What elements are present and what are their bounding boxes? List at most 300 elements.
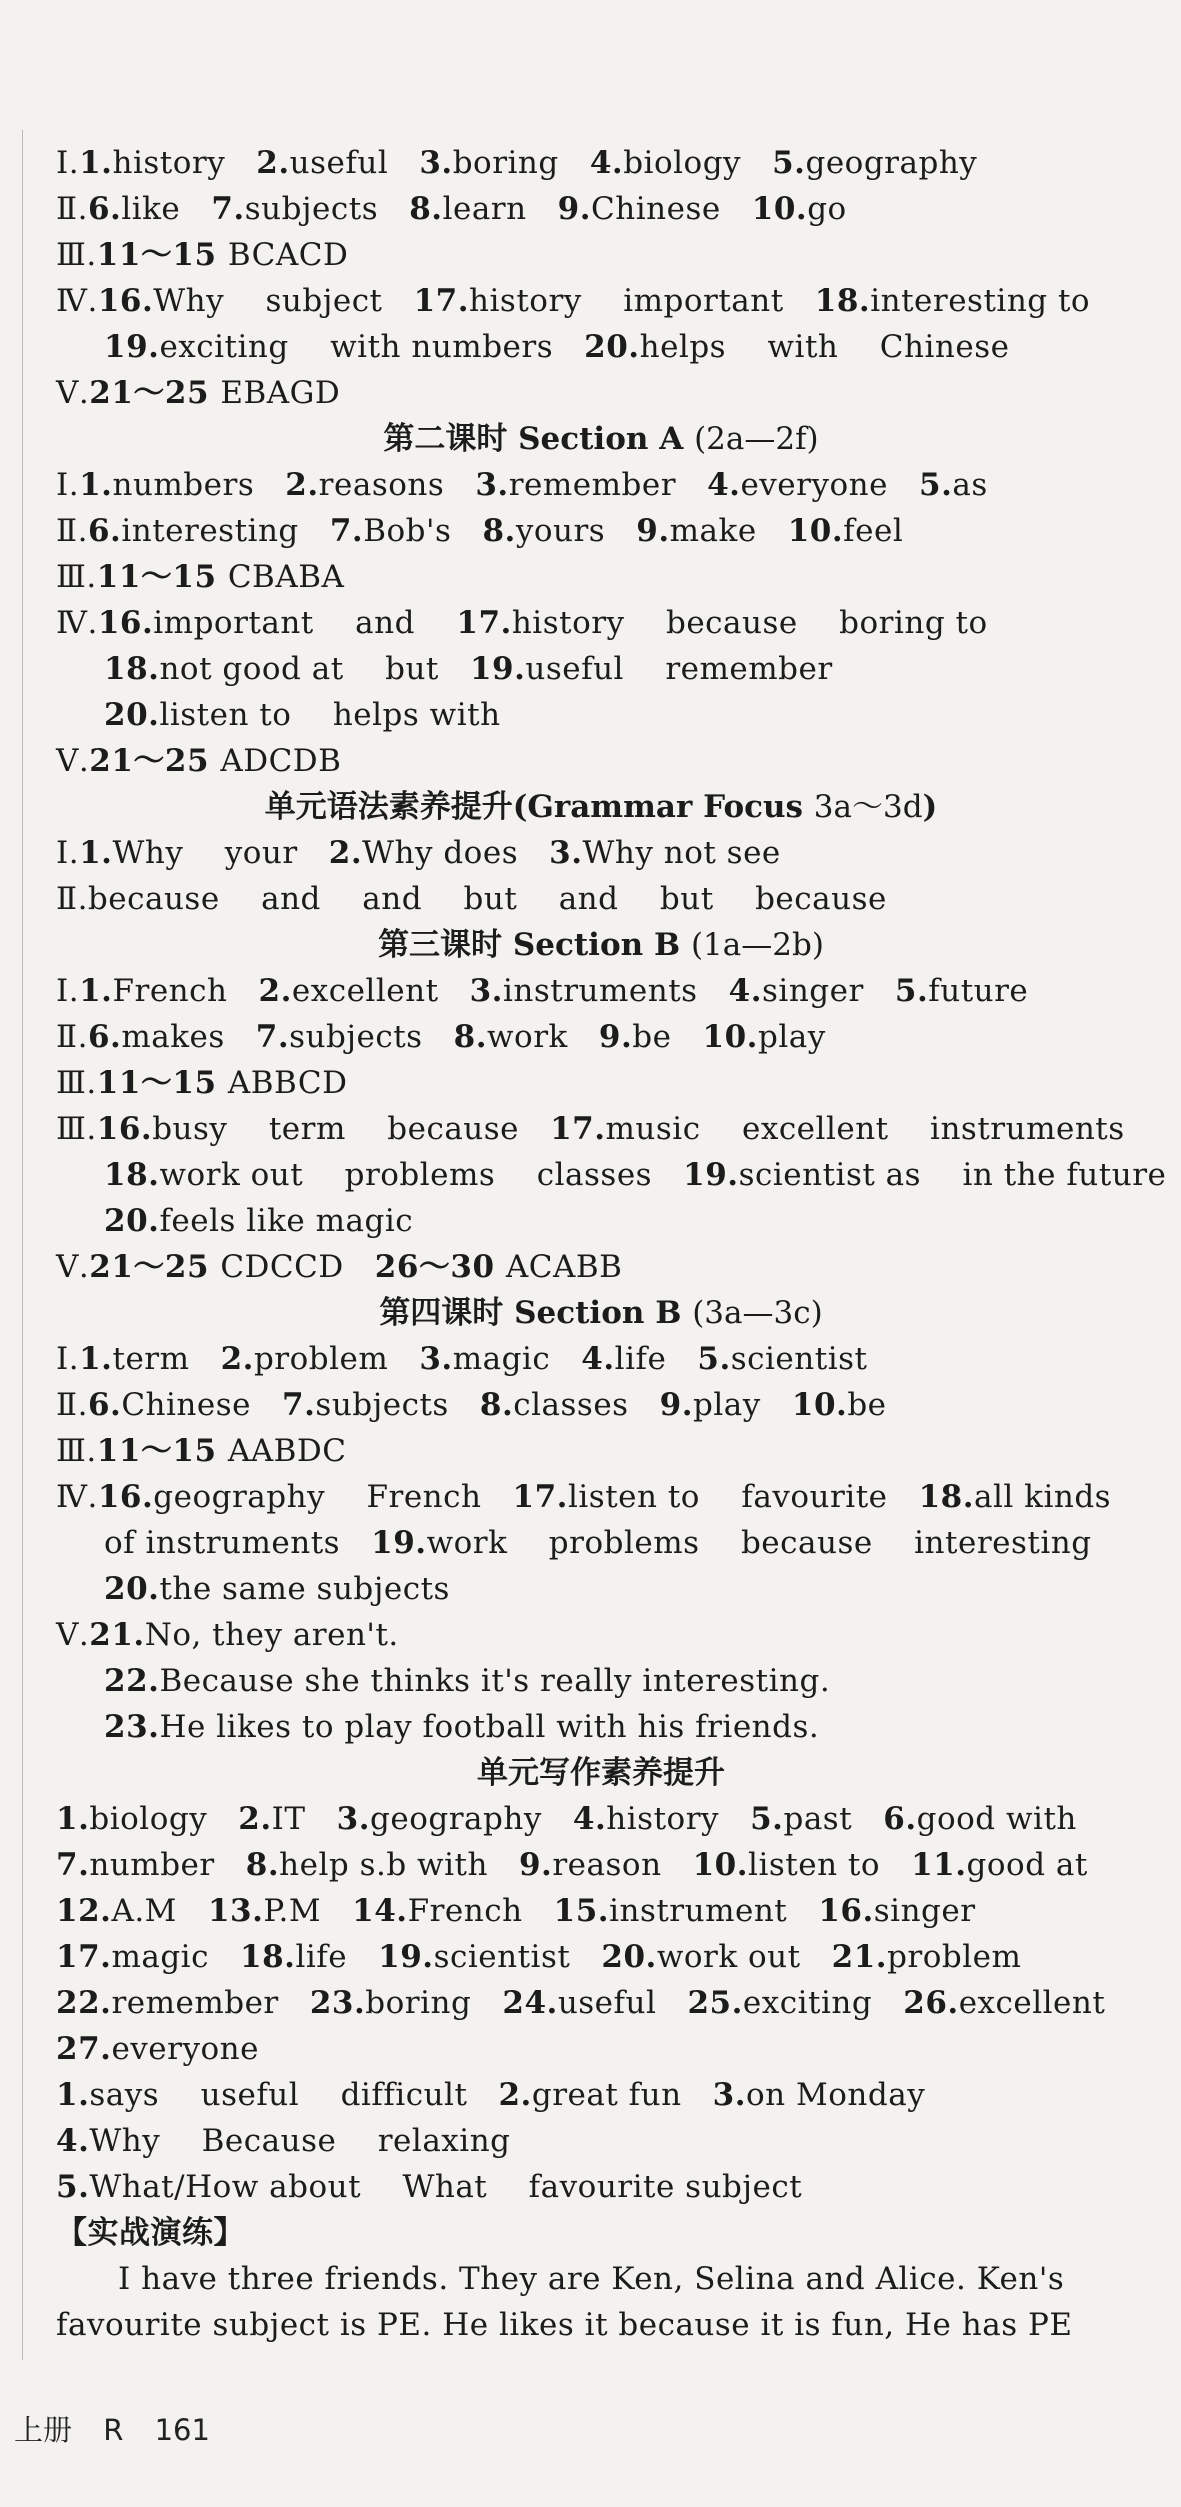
heading-range: (1a—2b)	[690, 927, 824, 963]
answer-text: magic	[452, 1341, 582, 1377]
page-number: 161	[154, 2413, 210, 2447]
question-number: 16.	[818, 1893, 874, 1929]
answer-line	[56, 508, 1146, 554]
question-number: 18.	[104, 651, 160, 687]
answer-line	[56, 1520, 1146, 1566]
heading-en: Section B	[514, 1295, 693, 1331]
question-number: 6.	[883, 1801, 917, 1837]
answer-text: Ⅰ.	[56, 145, 80, 181]
question-number: 2.	[220, 1341, 254, 1377]
answer-text: Ⅳ.	[56, 283, 98, 319]
question-number: 16.	[96, 1111, 153, 1147]
answer-text: Why your	[112, 835, 329, 871]
question-number: 2.	[238, 1801, 272, 1837]
answer-text: reason	[552, 1847, 693, 1883]
answer-line	[56, 2026, 1146, 2072]
question-number: 19.	[683, 1157, 739, 1193]
question-number: 8.	[245, 1847, 280, 1883]
question-number: 17.	[512, 1479, 568, 1515]
question-number: 7.	[255, 1019, 290, 1055]
question-number: 17.	[456, 605, 512, 641]
question-number: 9.	[659, 1387, 694, 1423]
question-number: 16.	[97, 605, 154, 641]
answer-text: A.M	[111, 1893, 208, 1929]
answer-text: music excellent instruments	[605, 1111, 1125, 1147]
question-number: 10.	[692, 1847, 749, 1883]
answer-line	[56, 1704, 1146, 1750]
question-number: 4.	[581, 1341, 615, 1377]
question-number: 5.	[56, 2169, 90, 2205]
answer-text: Ⅳ.	[56, 1479, 98, 1515]
answer-line	[56, 2210, 1146, 2256]
answer-text: I have three friends. They are Ken, Selina and Alice. Ken's	[118, 2261, 1065, 2297]
question-number: 17.	[413, 283, 470, 319]
answer-text: interesting to	[870, 283, 1091, 319]
answer-line	[56, 692, 1146, 738]
answer-text: subjects	[289, 1019, 454, 1055]
question-number: 1.	[79, 835, 113, 871]
answer-text: everyone	[111, 2031, 259, 2067]
question-number: 3.	[419, 145, 453, 181]
question-number: 19.	[378, 1939, 434, 1975]
answer-text: problem	[887, 1939, 1022, 1975]
answer-text: Ⅰ.	[56, 835, 80, 871]
answer-text: the same subjects	[159, 1571, 450, 1607]
answer-text: number	[89, 1847, 246, 1883]
answer-text: useful	[557, 1985, 688, 2021]
heading-range: (2a—2f)	[694, 421, 819, 457]
answer-line	[56, 1796, 1146, 1842]
question-number: 19.	[469, 651, 526, 687]
question-number: 6.	[87, 513, 122, 549]
answer-text: subjects	[315, 1387, 480, 1423]
answer-line	[56, 1428, 1146, 1474]
question-number: 20.	[104, 697, 160, 733]
answer-text: Why does	[362, 835, 550, 871]
answer-text: problem	[253, 1341, 420, 1377]
answer-text: feel	[843, 513, 904, 549]
answer-text: feels like magic	[159, 1203, 414, 1239]
question-number: 14.	[352, 1893, 408, 1929]
section-heading	[56, 922, 1146, 968]
question-number: 2.	[498, 2077, 532, 2113]
question-number: 23.	[104, 1709, 160, 1745]
answer-text: work	[487, 1019, 599, 1055]
answer-text: AABDC	[227, 1433, 347, 1469]
essay-line	[56, 2256, 1146, 2302]
answer-text: Chinese	[121, 1387, 283, 1423]
answer-text: says useful difficult	[89, 2077, 499, 2113]
answer-text: history important	[469, 283, 815, 319]
question-number: 26.	[903, 1985, 959, 2021]
question-number: 24.	[502, 1985, 558, 2021]
answer-text: work problems because interesting	[426, 1525, 1092, 1561]
answer-text: classes	[513, 1387, 660, 1423]
answer-text: like	[121, 191, 212, 227]
question-number: 21.	[831, 1939, 888, 1975]
question-number: 21.	[89, 1617, 145, 1653]
question-number: 7.	[56, 1847, 90, 1883]
question-number: 1.	[79, 145, 113, 181]
heading-zh: 第二课时	[383, 421, 519, 457]
answer-line	[56, 278, 1146, 324]
answer-text: be	[632, 1019, 703, 1055]
question-number: 21～25	[89, 743, 221, 779]
answer-text: BCACD	[227, 237, 349, 273]
answer-text: EBAGD	[220, 375, 341, 411]
question-number: 7.	[329, 513, 364, 549]
question-number: 4.	[707, 467, 741, 503]
answer-text: play	[693, 1387, 792, 1423]
answer-text: singer	[762, 973, 895, 1009]
volume-label: 上册	[14, 2413, 73, 2447]
answer-line	[56, 968, 1146, 1014]
question-number: 17.	[550, 1111, 606, 1147]
question-number: 18.	[918, 1479, 974, 1515]
answer-line	[56, 370, 1146, 416]
question-number: 3.	[336, 1801, 371, 1837]
practice-title: 【实战演练】	[56, 2215, 245, 2251]
heading-en: (Grammar Focus	[512, 789, 814, 825]
answer-text: subjects	[244, 191, 410, 227]
answer-text: past	[783, 1801, 884, 1837]
answer-text: play	[757, 1019, 826, 1055]
answer-line	[56, 1842, 1146, 1888]
answer-text: excellent	[291, 973, 470, 1009]
answer-text: CDCCD	[220, 1249, 375, 1285]
answer-text: instruments	[502, 973, 729, 1009]
answer-text: ADCDB	[220, 743, 342, 779]
answer-text: as	[952, 467, 988, 503]
question-number: 3.	[469, 973, 503, 1009]
answer-text: Ⅱ.	[56, 1019, 88, 1055]
question-number: 4.	[589, 145, 624, 181]
answer-line	[56, 1060, 1146, 1106]
answer-text: useful	[289, 145, 420, 181]
question-number: 8.	[479, 1387, 514, 1423]
question-number: 3.	[712, 2077, 747, 2113]
heading-zh: 第三课时	[378, 927, 513, 963]
answer-text: exciting	[742, 1985, 904, 2021]
question-number: 2.	[328, 835, 363, 871]
answer-text: boring	[365, 1985, 503, 2021]
answer-line	[56, 1474, 1146, 1520]
answer-text: Why not see	[582, 835, 781, 871]
question-number: 25.	[687, 1985, 743, 2021]
answer-text: on Monday	[746, 2077, 926, 2113]
answer-text: of instruments	[104, 1525, 372, 1561]
answer-line	[56, 232, 1146, 278]
answer-text: Bob's	[363, 513, 483, 549]
answer-text: geography French	[153, 1479, 513, 1515]
question-number: 8.	[409, 191, 443, 227]
question-number: 20.	[104, 1203, 160, 1239]
heading-zh: 单元写作素养提升	[477, 1755, 725, 1791]
question-number: 22.	[104, 1663, 160, 1699]
question-number: 9.	[598, 1019, 633, 1055]
question-number: 27.	[56, 2031, 112, 2067]
answer-text: Ⅰ.	[56, 1341, 80, 1377]
question-number: 11～15	[96, 1065, 228, 1101]
question-number: 20.	[104, 1571, 160, 1607]
question-number: 21～25	[89, 375, 221, 411]
answer-line	[56, 2164, 1146, 2210]
question-number: 10.	[787, 513, 844, 549]
answer-line	[56, 1980, 1146, 2026]
answer-text: Ⅱ.	[56, 191, 88, 227]
answer-text: listen to helps with	[159, 697, 501, 733]
answer-line	[56, 554, 1146, 600]
answer-text: scientist as in the future	[738, 1157, 1167, 1193]
question-number: 18.	[104, 1157, 160, 1193]
answer-text: geography	[805, 145, 978, 181]
question-number: 13.	[207, 1893, 264, 1929]
heading-zh: 单元语法素养提升	[264, 789, 513, 825]
answer-text: Why Because relaxing	[89, 2123, 511, 2159]
question-number: 5.	[894, 973, 929, 1009]
answer-text: interesting	[121, 513, 330, 549]
answer-text: scientist	[730, 1341, 868, 1377]
answer-text: magic	[111, 1939, 240, 1975]
answer-line	[56, 1336, 1146, 1382]
answer-line	[56, 738, 1146, 784]
answer-text: exciting with numbers	[159, 329, 585, 365]
answer-text: excellent	[958, 1985, 1106, 2021]
answer-text: great fun	[531, 2077, 713, 2113]
question-number: 5.	[919, 467, 953, 503]
answer-text: instrument	[609, 1893, 819, 1929]
answer-line	[56, 646, 1146, 692]
answer-text: listen to	[748, 1847, 912, 1883]
answer-text: go	[807, 191, 847, 227]
question-number: 3.	[475, 467, 509, 503]
answer-line	[56, 1382, 1146, 1428]
question-number: 12.	[56, 1893, 112, 1929]
section-heading	[56, 784, 1146, 830]
answer-line	[56, 1888, 1146, 1934]
answer-text: geography	[370, 1801, 573, 1837]
question-number: 9.	[557, 191, 592, 227]
question-number: 17.	[56, 1939, 112, 1975]
question-number: 11～15	[96, 559, 228, 595]
answer-text: IT	[271, 1801, 337, 1837]
answer-line	[56, 1612, 1146, 1658]
answer-text: Why subject	[153, 283, 414, 319]
answer-line	[56, 324, 1146, 370]
answer-text: be	[847, 1387, 887, 1423]
answer-line	[56, 1934, 1146, 1980]
question-number: 6.	[87, 191, 122, 227]
answer-text: not good at but	[159, 651, 470, 687]
section-heading	[56, 1290, 1146, 1336]
answer-text: Ⅴ.	[56, 375, 90, 411]
question-number: 11～15	[96, 1433, 228, 1469]
question-number: 1.	[79, 973, 113, 1009]
answer-text: numbers	[112, 467, 286, 503]
question-number: 10.	[702, 1019, 758, 1055]
answer-text: Ⅲ.	[56, 559, 97, 595]
answer-text: yours	[515, 513, 637, 549]
answer-text: Ⅰ.	[56, 467, 80, 503]
answer-text: useful remember	[525, 651, 833, 687]
answer-text: Ⅴ.	[56, 743, 90, 779]
question-number: 9.	[518, 1847, 553, 1883]
question-number: 26～30	[374, 1249, 506, 1285]
answer-text: everyone	[740, 467, 920, 503]
heading-en: Section B	[512, 927, 691, 963]
answer-text: work out	[656, 1939, 832, 1975]
answer-text: Ⅰ.	[56, 973, 80, 1009]
answer-text: reasons	[318, 467, 476, 503]
answer-line	[56, 1014, 1146, 1060]
answer-text: boring	[452, 145, 590, 181]
answer-text: work out problems classes	[159, 1157, 684, 1193]
question-number: 4.	[728, 973, 763, 1009]
heading-en: )	[922, 789, 938, 825]
answer-text: helps with Chinese	[639, 329, 1010, 365]
question-number: 2.	[285, 467, 319, 503]
heading-range: 3a～3d	[813, 789, 923, 825]
question-number: 9.	[636, 513, 670, 549]
answer-text: life	[614, 1341, 698, 1377]
answer-text: Ⅲ.	[56, 1065, 97, 1101]
question-number: 3.	[549, 835, 583, 871]
answer-text: history	[606, 1801, 751, 1837]
answer-line	[56, 2072, 1146, 2118]
section-heading	[56, 416, 1146, 462]
answer-text: scientist	[433, 1939, 602, 1975]
answer-text: What/How about What favourite subject	[89, 2169, 803, 2205]
answer-line	[56, 1658, 1146, 1704]
question-number: 6.	[87, 1019, 122, 1055]
question-number: 16.	[97, 283, 154, 319]
question-number: 5.	[772, 145, 806, 181]
answer-text: help s.b with	[279, 1847, 519, 1883]
heading-range: (3a—3c)	[692, 1295, 823, 1331]
question-number: 21～25	[89, 1249, 221, 1285]
edition-label: R	[103, 2413, 124, 2447]
answer-line	[56, 2118, 1146, 2164]
answer-text: good at	[966, 1847, 1088, 1883]
question-number: 4.	[56, 2123, 90, 2159]
question-number: 5.	[750, 1801, 784, 1837]
answer-line	[56, 1198, 1146, 1244]
question-number: 11.	[911, 1847, 967, 1883]
answer-text: makes	[121, 1019, 256, 1055]
answer-text: French	[112, 973, 259, 1009]
answer-text: important and	[153, 605, 457, 641]
question-number: 1.	[56, 2077, 90, 2113]
answer-text: favourite subject is PE. He likes it because it is fun, He has PE	[56, 2307, 1073, 2343]
answer-line	[56, 186, 1146, 232]
answer-line	[56, 876, 1146, 922]
answer-text: biology	[89, 1801, 239, 1837]
answer-text: learn	[442, 191, 558, 227]
answer-text: Ⅲ.	[56, 237, 97, 273]
answer-text: good with	[916, 1801, 1077, 1837]
answer-text: Chinese	[591, 191, 752, 227]
question-number: 4.	[572, 1801, 607, 1837]
question-number: 19.	[371, 1525, 427, 1561]
answer-text: Ⅲ.	[56, 1111, 97, 1147]
question-number: 10.	[751, 191, 808, 227]
answer-text: make	[669, 513, 788, 549]
answer-line	[56, 462, 1146, 508]
question-number: 2.	[256, 145, 290, 181]
heading-zh: 第四课时	[379, 1295, 515, 1331]
answer-line	[56, 1152, 1167, 1198]
page-footer	[14, 2408, 232, 2449]
answer-text: listen to favourite	[567, 1479, 919, 1515]
section-heading	[56, 1750, 1146, 1796]
answer-text: Ⅱ.	[56, 513, 88, 549]
question-number: 8.	[482, 513, 516, 549]
question-number: 20.	[601, 1939, 657, 1975]
question-number: 23.	[309, 1985, 366, 2021]
answer-text: Ⅴ.	[56, 1617, 90, 1653]
answer-line	[56, 1106, 1146, 1152]
answer-text: CBABA	[227, 559, 345, 595]
question-number: 15.	[553, 1893, 610, 1929]
answer-text: He likes to play football with his friends.	[159, 1709, 820, 1745]
answer-text: history because boring to	[511, 605, 988, 641]
answer-text: Ⅱ.	[56, 1387, 88, 1423]
question-number: 10.	[791, 1387, 848, 1423]
question-number: 1.	[56, 1801, 90, 1837]
question-number: 1.	[79, 467, 113, 503]
answer-text: all kinds	[974, 1479, 1112, 1515]
answer-line	[56, 1244, 1146, 1290]
answer-text: Ⅲ.	[56, 1433, 97, 1469]
question-number: 7.	[282, 1387, 316, 1423]
question-number: 20.	[584, 329, 640, 365]
question-number: 3.	[419, 1341, 453, 1377]
question-number: 19.	[104, 329, 160, 365]
question-number: 18.	[240, 1939, 296, 1975]
answer-text: Ⅴ.	[56, 1249, 90, 1285]
question-number: 5.	[697, 1341, 731, 1377]
answer-text: French	[407, 1893, 554, 1929]
answer-line	[56, 140, 1146, 186]
answer-line	[56, 600, 1146, 646]
question-number: 7.	[211, 191, 245, 227]
question-number: 16.	[97, 1479, 154, 1515]
answer-line	[56, 830, 1146, 876]
answer-line	[56, 2302, 1146, 2348]
answer-content	[56, 140, 1167, 2348]
answer-text: No, they aren't.	[144, 1617, 399, 1653]
question-number: 18.	[814, 283, 871, 319]
answer-text: life	[295, 1939, 379, 1975]
answer-line	[56, 1566, 1146, 1612]
margin-rule	[22, 130, 23, 2360]
answer-text: P.M	[263, 1893, 353, 1929]
answer-text: biology	[623, 145, 773, 181]
question-number: 22.	[56, 1985, 112, 2021]
question-number: 8.	[453, 1019, 488, 1055]
answer-text: singer	[873, 1893, 976, 1929]
answer-text: term	[112, 1341, 221, 1377]
answer-text: Ⅳ.	[56, 605, 98, 641]
question-number: 1.	[79, 1341, 113, 1377]
answer-text: busy term because	[152, 1111, 551, 1147]
heading-en: Section A	[518, 421, 695, 457]
answer-text: Because she thinks it's really interesting.	[159, 1663, 831, 1699]
answer-text: remember	[111, 1985, 310, 2021]
answer-text: future	[928, 973, 1029, 1009]
question-number: 6.	[87, 1387, 122, 1423]
answer-text: ABBCD	[227, 1065, 348, 1101]
